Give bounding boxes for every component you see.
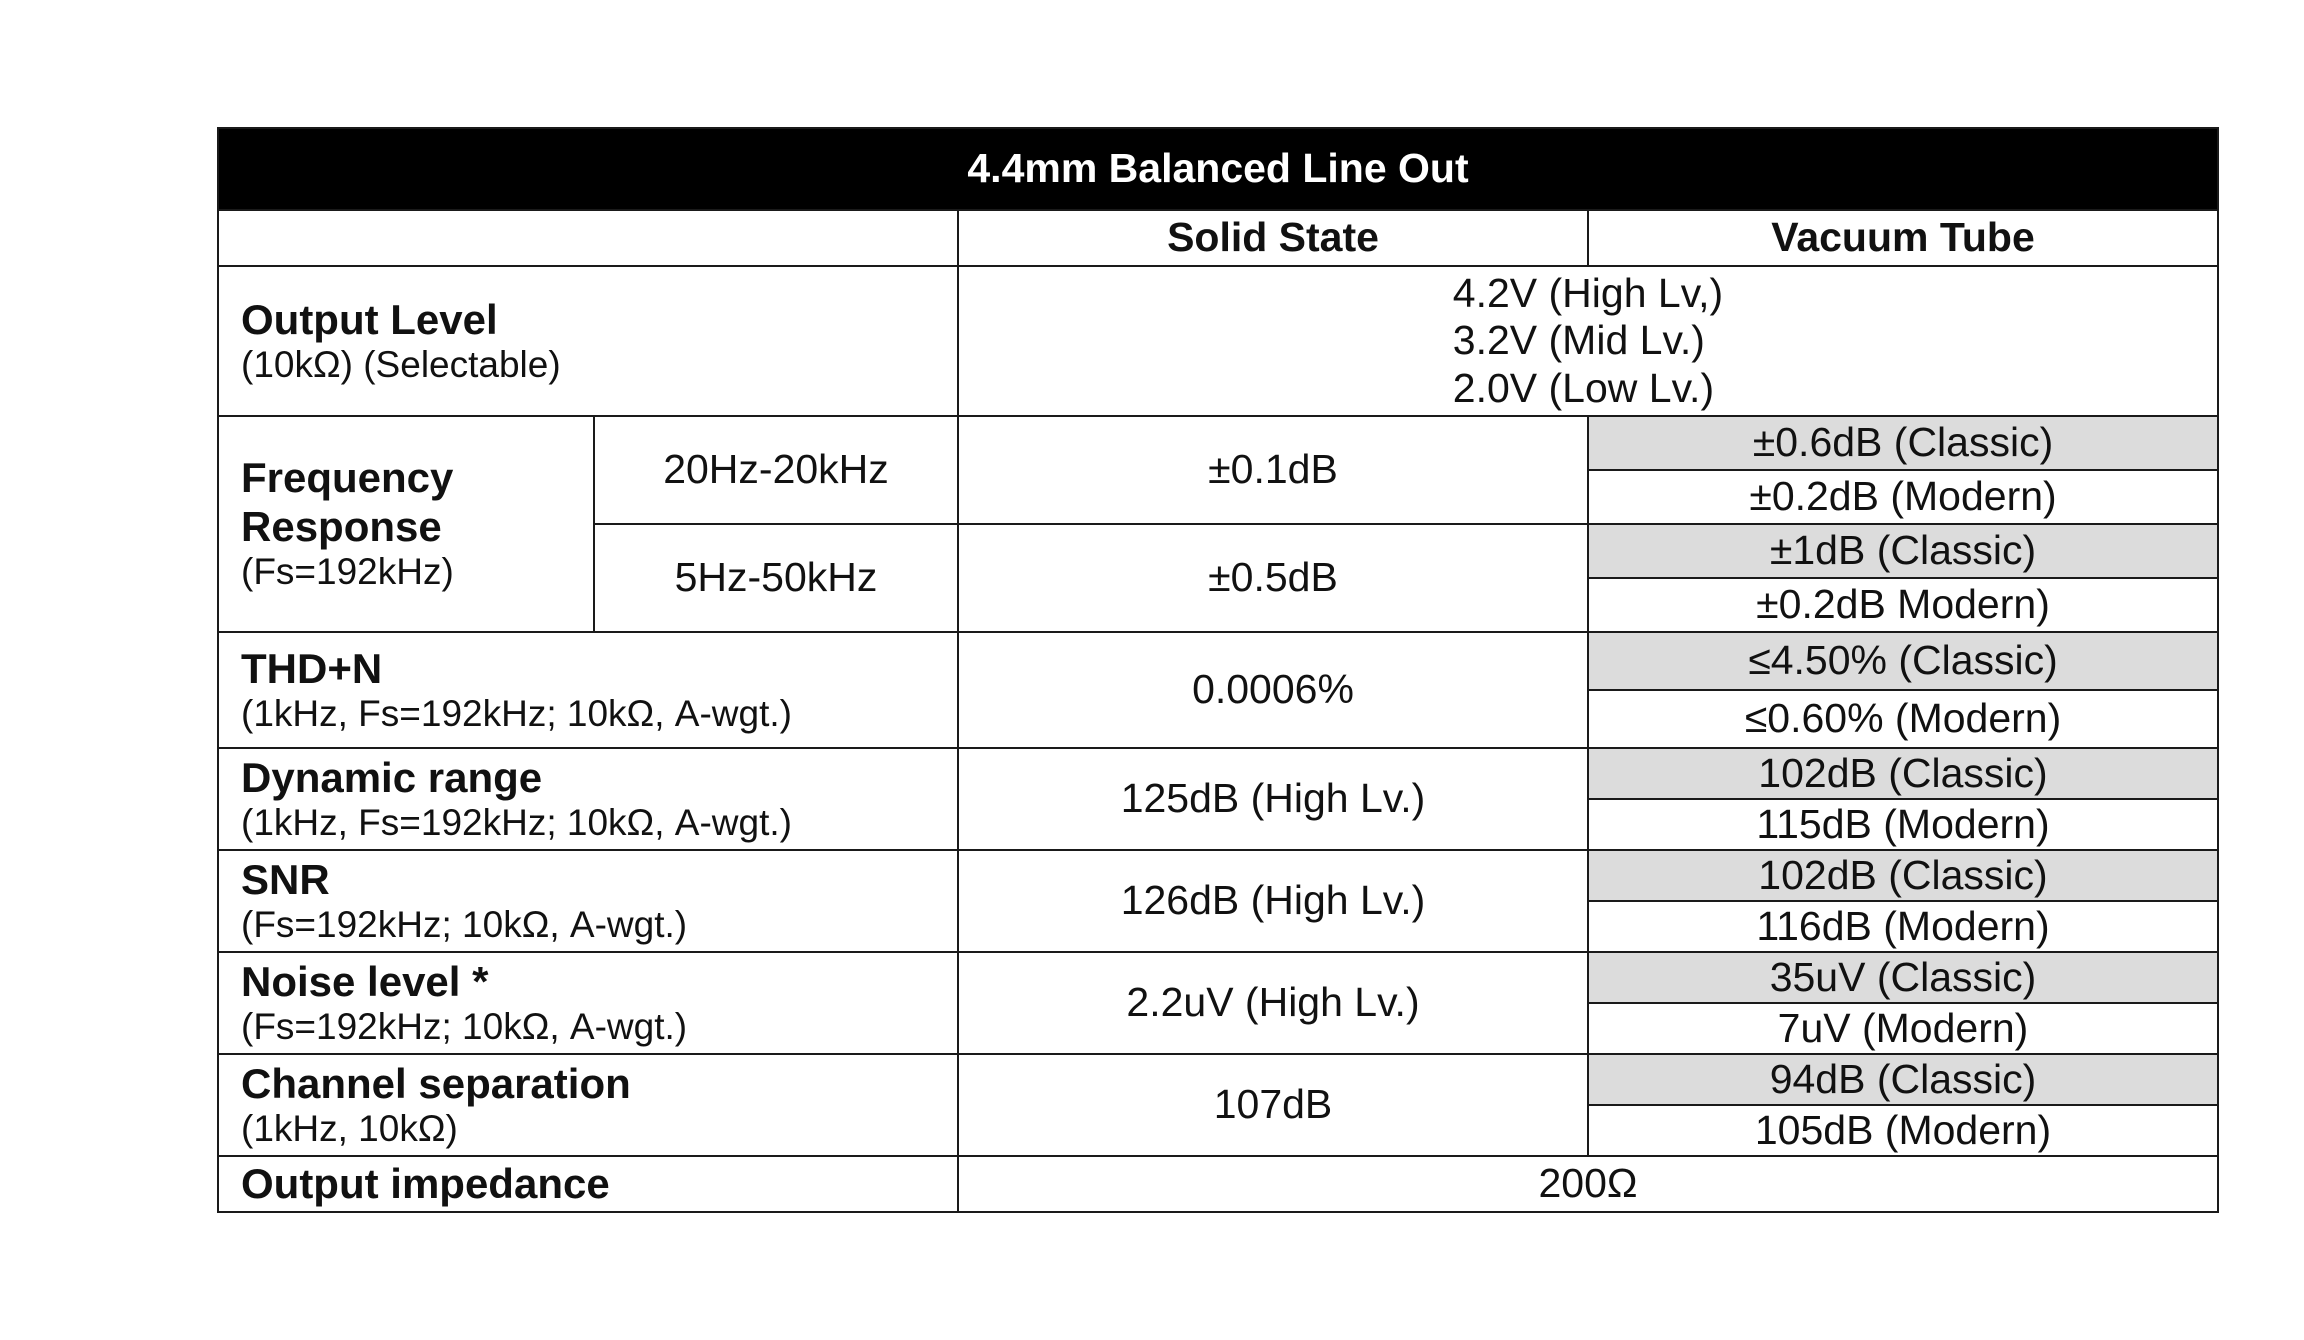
dynamic-range-classic: 102dB (Classic) [1588,748,2218,799]
output-level-label [218,266,958,416]
output-impedance-row [218,1156,2218,1212]
output-level-high: 4.2V (High Lv,) [1452,270,1724,317]
snr-modern: 116dB (Modern) [1588,901,2218,952]
row-condition: (1kHz, Fs=192kHz; 10kΩ, A-wgt.) [241,801,792,843]
dynamic-range-solid-state: 125dB (High Lv.) [958,748,1588,850]
table-title: 4.4mm Balanced Line Out [218,128,2218,210]
header-empty-cell [218,210,958,266]
row-condition: (1kHz, Fs=192kHz; 10kΩ, A-wgt.) [241,692,792,734]
output-level-row [218,266,2218,416]
thdn-modern: ≤0.60% (Modern) [1588,690,2218,748]
channel-separation-classic: 94dB (Classic) [1588,1054,2218,1105]
freq-modern-2: ±0.2dB Modern) [1588,578,2218,632]
row-name: Dynamic range [241,753,543,801]
freq-range-2: 5Hz-50kHz [594,524,958,632]
snr-row-a [218,850,2218,901]
spec-table [217,127,2219,1213]
output-level-low: 2.0V (Low Lv.) [1452,364,1715,411]
snr-classic: 102dB (Classic) [1588,850,2218,901]
header-solid-state: Solid State [958,210,1588,266]
row-condition: (Fs=192kHz; 10kΩ, A-wgt.) [241,903,688,945]
output-impedance-value: 200Ω [958,1156,2218,1212]
row-name-line2: Response [241,502,442,550]
thdn-solid-state: 0.0006% [958,632,1588,748]
noise-level-solid-state: 2.2uV (High Lv.) [958,952,1588,1054]
header-row [218,210,2218,266]
channel-separation-modern: 105dB (Modern) [1588,1105,2218,1156]
freq-response-label [218,416,594,632]
freq-modern-1: ±0.2dB (Modern) [1588,470,2218,524]
noise-level-classic: 35uV (Classic) [1588,952,2218,1003]
thdn-row-a [218,632,2218,690]
dynamic-range-row-a [218,748,2218,799]
noise-level-label [218,952,958,1054]
output-level-values [958,266,2218,416]
row-name: Noise level * [241,957,489,1005]
output-impedance-label [218,1156,958,1212]
snr-label [218,850,958,952]
freq-range-1: 20Hz-20kHz [594,416,958,524]
row-name: Output Level [241,295,498,343]
output-level-mid: 3.2V (Mid Lv.) [1452,317,1705,364]
row-condition: (Fs=192kHz) [241,551,454,593]
freq-response-row-1a [218,416,2218,470]
channel-separation-label [218,1054,958,1156]
row-condition: (1kHz, 10kΩ) [241,1107,458,1149]
freq-solid-state-1: ±0.1dB [958,416,1588,524]
dynamic-range-label [218,748,958,850]
freq-classic-2: ±1dB (Classic) [1588,524,2218,578]
row-name: Output impedance [241,1159,610,1207]
noise-level-row-a [218,952,2218,1003]
row-condition: (Fs=192kHz; 10kΩ, A-wgt.) [241,1005,688,1047]
title-row [218,128,2218,210]
snr-solid-state: 126dB (High Lv.) [958,850,1588,952]
dynamic-range-modern: 115dB (Modern) [1588,799,2218,850]
noise-level-modern: 7uV (Modern) [1588,1003,2218,1054]
freq-classic-1: ±0.6dB (Classic) [1588,416,2218,470]
row-name: Channel separation [241,1059,631,1107]
row-name-line1: Frequency [241,454,454,502]
header-vacuum-tube: Vacuum Tube [1588,210,2218,266]
channel-separation-row-a [218,1054,2218,1105]
row-name: THD+N [241,644,383,692]
thdn-classic: ≤4.50% (Classic) [1588,632,2218,690]
row-name: SNR [241,855,330,903]
thdn-label [218,632,958,748]
freq-solid-state-2: ±0.5dB [958,524,1588,632]
row-condition: (10kΩ) (Selectable) [241,343,561,385]
channel-separation-solid-state: 107dB [958,1054,1588,1156]
